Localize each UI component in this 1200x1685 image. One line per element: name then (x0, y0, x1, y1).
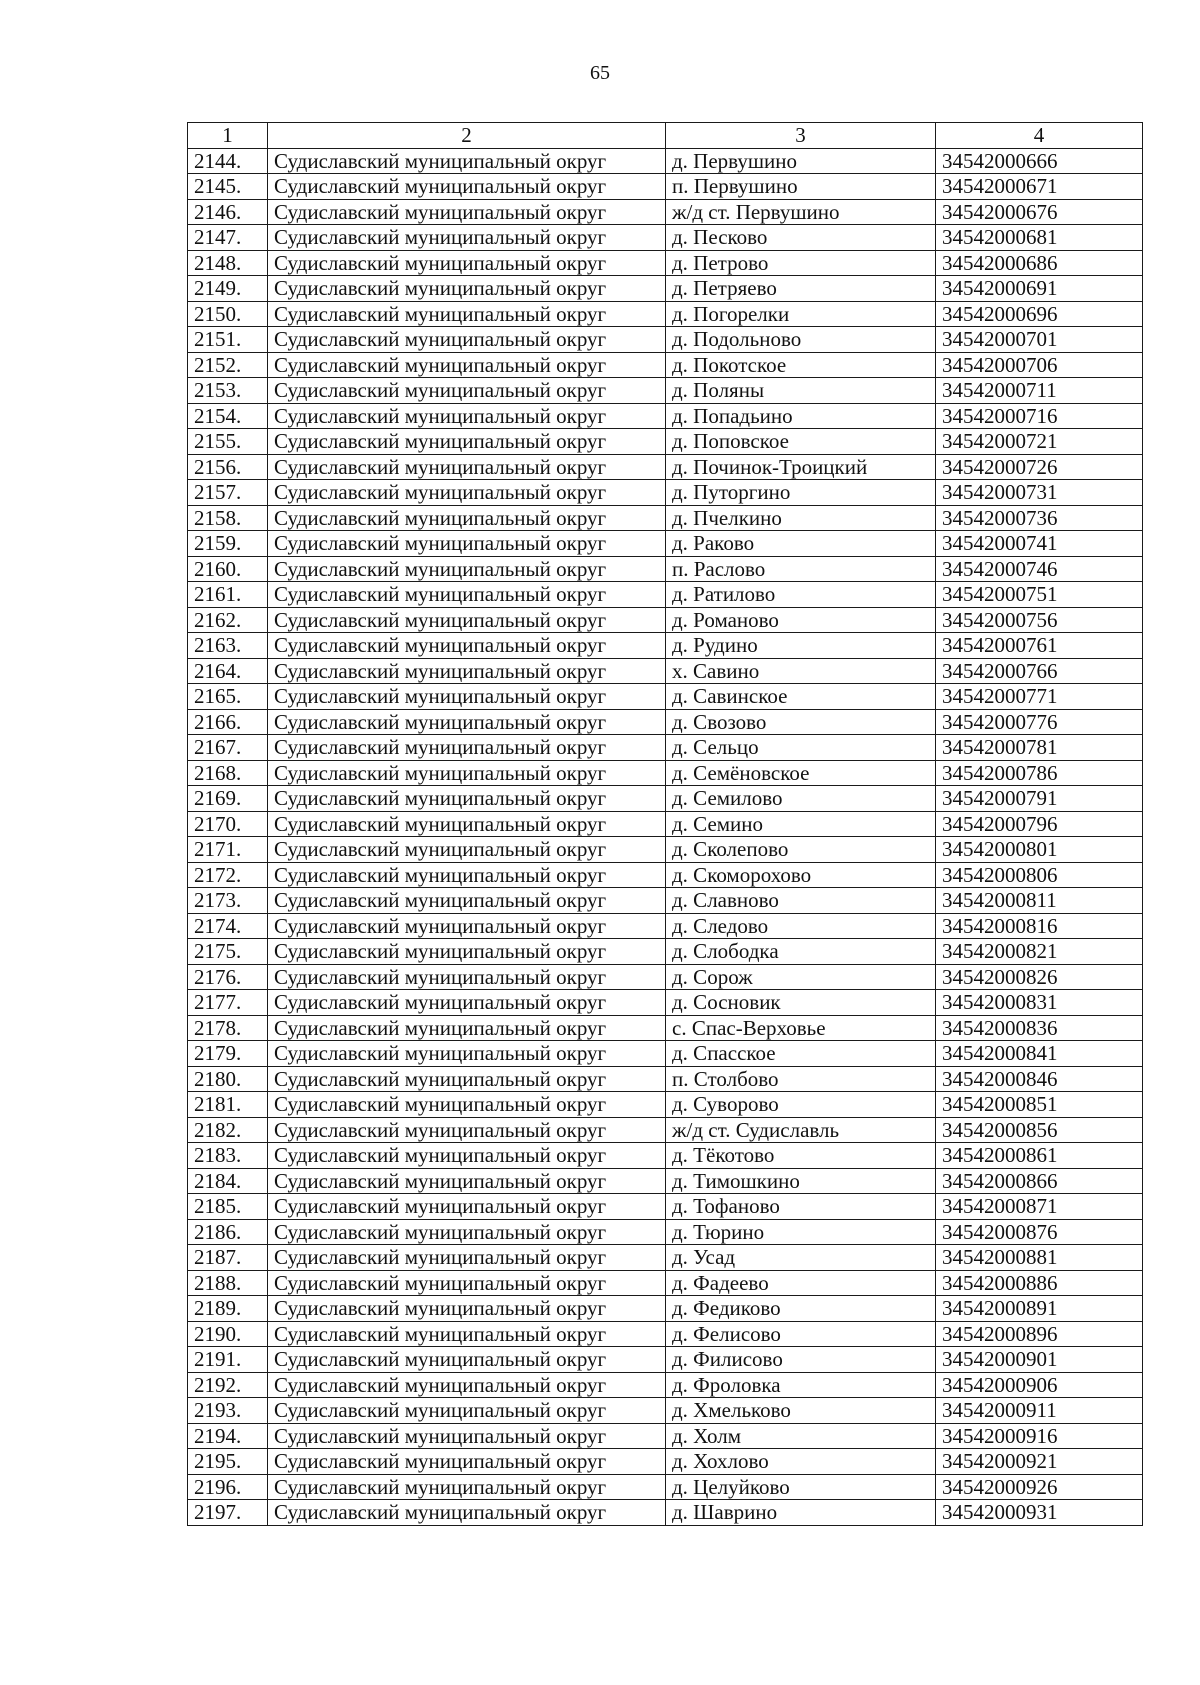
oktmo-code: 34542000771 (936, 684, 1143, 710)
table-row (188, 1500, 1143, 1526)
district-name: Судиславский муниципальный округ (268, 480, 666, 506)
settlement-name: д. Тимошкино (666, 1168, 936, 1194)
row-number: 2151. (188, 327, 268, 353)
district-name: Судиславский муниципальный округ (268, 1296, 666, 1322)
row-number: 2145. (188, 174, 268, 200)
row-number: 2160. (188, 556, 268, 582)
oktmo-code: 34542000926 (936, 1474, 1143, 1500)
district-name: Судиславский муниципальный округ (268, 352, 666, 378)
row-number: 2197. (188, 1500, 268, 1526)
row-number: 2182. (188, 1117, 268, 1143)
district-name: Судиславский муниципальный округ (268, 556, 666, 582)
oktmo-code: 34542000751 (936, 582, 1143, 608)
settlement-name: д. Раково (666, 531, 936, 557)
table-row (188, 658, 1143, 684)
oktmo-code: 34542000851 (936, 1092, 1143, 1118)
district-name: Судиславский муниципальный округ (268, 1092, 666, 1118)
table-row (188, 174, 1143, 200)
district-name: Судиславский муниципальный округ (268, 786, 666, 812)
district-name: Судиславский муниципальный округ (268, 1117, 666, 1143)
settlement-name: д. Романово (666, 607, 936, 633)
table-row (188, 786, 1143, 812)
table-row (188, 531, 1143, 557)
row-number: 2162. (188, 607, 268, 633)
settlement-name: д. Ратилово (666, 582, 936, 608)
table-row (188, 480, 1143, 506)
district-name: Судиславский муниципальный округ (268, 684, 666, 710)
district-name: Судиславский муниципальный округ (268, 1474, 666, 1500)
table-row (188, 1117, 1143, 1143)
settlement-name: п. Раслово (666, 556, 936, 582)
oktmo-code: 34542000906 (936, 1372, 1143, 1398)
table-row (188, 1168, 1143, 1194)
table-row (188, 225, 1143, 251)
row-number: 2178. (188, 1015, 268, 1041)
district-name: Судиславский муниципальный округ (268, 327, 666, 353)
oktmo-code: 34542000866 (936, 1168, 1143, 1194)
page-number: 65 (590, 62, 610, 84)
table-row (188, 1041, 1143, 1067)
row-number: 2144. (188, 148, 268, 174)
oktmo-code: 34542000671 (936, 174, 1143, 200)
district-name: Судиславский муниципальный округ (268, 250, 666, 276)
district-name: Судиславский муниципальный округ (268, 454, 666, 480)
settlement-name: д. Тюрино (666, 1219, 936, 1245)
settlement-name: х. Савино (666, 658, 936, 684)
settlement-name: д. Покотское (666, 352, 936, 378)
oktmo-code: 34542000701 (936, 327, 1143, 353)
oktmo-code: 34542000756 (936, 607, 1143, 633)
table-row (188, 862, 1143, 888)
header-row (188, 123, 1143, 149)
table-row (188, 1092, 1143, 1118)
table-row (188, 454, 1143, 480)
district-name: Судиславский муниципальный округ (268, 1321, 666, 1347)
district-name: Судиславский муниципальный округ (268, 760, 666, 786)
row-number: 2154. (188, 403, 268, 429)
district-name: Судиславский муниципальный округ (268, 1219, 666, 1245)
settlement-name: д. Холм (666, 1423, 936, 1449)
oktmo-code: 34542000741 (936, 531, 1143, 557)
oktmo-code: 34542000836 (936, 1015, 1143, 1041)
row-number: 2195. (188, 1449, 268, 1475)
settlement-name: д. Поляны (666, 378, 936, 404)
district-name: Судиславский муниципальный округ (268, 811, 666, 837)
row-number: 2168. (188, 760, 268, 786)
settlement-name: д. Первушино (666, 148, 936, 174)
row-number: 2157. (188, 480, 268, 506)
table-row (188, 301, 1143, 327)
settlement-name: д. Фадеево (666, 1270, 936, 1296)
district-name: Судиславский муниципальный округ (268, 403, 666, 429)
oktmo-code: 34542000856 (936, 1117, 1143, 1143)
settlement-name: д. Починок-Троицкий (666, 454, 936, 480)
table-row (188, 735, 1143, 761)
district-name: Судиславский муниципальный округ (268, 505, 666, 531)
district-name: Судиславский муниципальный округ (268, 429, 666, 455)
table-row (188, 556, 1143, 582)
row-number: 2147. (188, 225, 268, 251)
oktmo-code: 34542000796 (936, 811, 1143, 837)
district-name: Судиславский муниципальный округ (268, 174, 666, 200)
settlement-name: п. Первушино (666, 174, 936, 200)
settlement-name: д. Шаврино (666, 1500, 936, 1526)
column-header-district: 2 (268, 123, 666, 149)
district-name: Судиславский муниципальный округ (268, 276, 666, 302)
settlement-name: д. Савинское (666, 684, 936, 710)
table-row (188, 403, 1143, 429)
oktmo-code: 34542000861 (936, 1143, 1143, 1169)
district-name: Судиславский муниципальный округ (268, 709, 666, 735)
row-number: 2164. (188, 658, 268, 684)
district-name: Судиславский муниципальный округ (268, 1270, 666, 1296)
oktmo-code: 34542000696 (936, 301, 1143, 327)
row-number: 2188. (188, 1270, 268, 1296)
oktmo-code: 34542000921 (936, 1449, 1143, 1475)
table-row (188, 1143, 1143, 1169)
settlement-name: д. Погорелки (666, 301, 936, 327)
registry-table (187, 122, 1143, 1526)
row-number: 2192. (188, 1372, 268, 1398)
table-row (188, 199, 1143, 225)
row-number: 2172. (188, 862, 268, 888)
district-name: Судиславский муниципальный округ (268, 990, 666, 1016)
row-number: 2189. (188, 1296, 268, 1322)
settlement-name: д. Рудино (666, 633, 936, 659)
table-body (188, 148, 1143, 1525)
oktmo-code: 34542000821 (936, 939, 1143, 965)
table-row (188, 250, 1143, 276)
table-row (188, 1219, 1143, 1245)
settlement-name: д. Подольново (666, 327, 936, 353)
district-name: Судиславский муниципальный округ (268, 607, 666, 633)
row-number: 2156. (188, 454, 268, 480)
settlement-name: д. Спасское (666, 1041, 936, 1067)
table-row (188, 148, 1143, 174)
oktmo-code: 34542000666 (936, 148, 1143, 174)
oktmo-code: 34542000871 (936, 1194, 1143, 1220)
oktmo-code: 34542000776 (936, 709, 1143, 735)
row-number: 2181. (188, 1092, 268, 1118)
settlement-name: ж/д ст. Судиславль (666, 1117, 936, 1143)
district-name: Судиславский муниципальный округ (268, 378, 666, 404)
settlement-name: д. Следово (666, 913, 936, 939)
table-row (188, 429, 1143, 455)
row-number: 2193. (188, 1398, 268, 1424)
table-row (188, 1066, 1143, 1092)
settlement-name: д. Сколепово (666, 837, 936, 863)
district-name: Судиславский муниципальный округ (268, 1372, 666, 1398)
district-name: Судиславский муниципальный округ (268, 735, 666, 761)
table-row (188, 1296, 1143, 1322)
row-number: 2179. (188, 1041, 268, 1067)
oktmo-code: 34542000781 (936, 735, 1143, 761)
oktmo-code: 34542000811 (936, 888, 1143, 914)
settlement-name: д. Хмельково (666, 1398, 936, 1424)
settlement-name: д. Филисово (666, 1347, 936, 1373)
oktmo-code: 34542000761 (936, 633, 1143, 659)
oktmo-code: 34542000736 (936, 505, 1143, 531)
district-name: Судиславский муниципальный округ (268, 913, 666, 939)
oktmo-code: 34542000891 (936, 1296, 1143, 1322)
settlement-name: д. Петрово (666, 250, 936, 276)
table-row (188, 811, 1143, 837)
row-number: 2191. (188, 1347, 268, 1373)
row-number: 2146. (188, 199, 268, 225)
district-name: Судиславский муниципальный округ (268, 837, 666, 863)
district-name: Судиславский муниципальный округ (268, 658, 666, 684)
district-name: Судиславский муниципальный округ (268, 862, 666, 888)
column-header-code: 4 (936, 123, 1143, 149)
column-header-number: 1 (188, 123, 268, 149)
district-name: Судиславский муниципальный округ (268, 633, 666, 659)
settlement-name: д. Фроловка (666, 1372, 936, 1398)
settlement-name: д. Федиково (666, 1296, 936, 1322)
row-number: 2194. (188, 1423, 268, 1449)
settlement-name: д. Попадьино (666, 403, 936, 429)
row-number: 2187. (188, 1245, 268, 1271)
row-number: 2159. (188, 531, 268, 557)
settlement-name: д. Сосновик (666, 990, 936, 1016)
row-number: 2169. (188, 786, 268, 812)
oktmo-code: 34542000826 (936, 964, 1143, 990)
table-row (188, 684, 1143, 710)
row-number: 2152. (188, 352, 268, 378)
table-row (188, 378, 1143, 404)
district-name: Судиславский муниципальный округ (268, 1423, 666, 1449)
table-row (188, 1194, 1143, 1220)
table-row (188, 327, 1143, 353)
table-row (188, 913, 1143, 939)
row-number: 2184. (188, 1168, 268, 1194)
oktmo-code: 34542000691 (936, 276, 1143, 302)
oktmo-code: 34542000731 (936, 480, 1143, 506)
settlement-name: д. Суворово (666, 1092, 936, 1118)
settlement-name: д. Семёновское (666, 760, 936, 786)
settlement-name: д. Целуйково (666, 1474, 936, 1500)
table-row (188, 1270, 1143, 1296)
settlement-name: д. Усад (666, 1245, 936, 1271)
table-header (188, 123, 1143, 149)
district-name: Судиславский муниципальный округ (268, 1194, 666, 1220)
oktmo-code: 34542000816 (936, 913, 1143, 939)
oktmo-code: 34542000686 (936, 250, 1143, 276)
oktmo-code: 34542000901 (936, 1347, 1143, 1373)
settlement-name: д. Хохлово (666, 1449, 936, 1475)
oktmo-code: 34542000721 (936, 429, 1143, 455)
table-row (188, 1347, 1143, 1373)
oktmo-code: 34542000726 (936, 454, 1143, 480)
table-row (188, 709, 1143, 735)
settlement-name: д. Петряево (666, 276, 936, 302)
column-header-settlement: 3 (666, 123, 936, 149)
table-row (188, 633, 1143, 659)
district-name: Судиславский муниципальный округ (268, 1500, 666, 1526)
settlement-name: д. Сельцо (666, 735, 936, 761)
table-row (188, 505, 1143, 531)
district-name: Судиславский муниципальный округ (268, 1245, 666, 1271)
oktmo-code: 34542000746 (936, 556, 1143, 582)
settlement-name: д. Семилово (666, 786, 936, 812)
settlement-name: д. Семино (666, 811, 936, 837)
row-number: 2176. (188, 964, 268, 990)
district-name: Судиславский муниципальный округ (268, 1041, 666, 1067)
oktmo-code: 34542000716 (936, 403, 1143, 429)
oktmo-code: 34542000896 (936, 1321, 1143, 1347)
table-row (188, 607, 1143, 633)
row-number: 2161. (188, 582, 268, 608)
oktmo-code: 34542000846 (936, 1066, 1143, 1092)
district-name: Судиславский муниципальный округ (268, 1143, 666, 1169)
row-number: 2170. (188, 811, 268, 837)
oktmo-code: 34542000881 (936, 1245, 1143, 1271)
row-number: 2183. (188, 1143, 268, 1169)
row-number: 2171. (188, 837, 268, 863)
district-name: Судиславский муниципальный округ (268, 199, 666, 225)
table-row (188, 352, 1143, 378)
settlement-name: д. Славново (666, 888, 936, 914)
row-number: 2148. (188, 250, 268, 276)
settlement-name: д. Путоргино (666, 480, 936, 506)
oktmo-code: 34542000841 (936, 1041, 1143, 1067)
settlement-name: с. Спас-Верховье (666, 1015, 936, 1041)
row-number: 2167. (188, 735, 268, 761)
row-number: 2149. (188, 276, 268, 302)
table-row (188, 276, 1143, 302)
row-number: 2158. (188, 505, 268, 531)
oktmo-code: 34542000886 (936, 1270, 1143, 1296)
settlement-name: п. Столбово (666, 1066, 936, 1092)
row-number: 2150. (188, 301, 268, 327)
table-row (188, 760, 1143, 786)
row-number: 2166. (188, 709, 268, 735)
table-row (188, 1372, 1143, 1398)
district-name: Судиславский муниципальный округ (268, 939, 666, 965)
oktmo-code: 34542000706 (936, 352, 1143, 378)
table-row (188, 939, 1143, 965)
district-name: Судиславский муниципальный округ (268, 1449, 666, 1475)
oktmo-code: 34542000791 (936, 786, 1143, 812)
row-number: 2165. (188, 684, 268, 710)
district-name: Судиславский муниципальный округ (268, 1398, 666, 1424)
settlement-name: д. Скоморохово (666, 862, 936, 888)
table-row (188, 1449, 1143, 1475)
row-number: 2177. (188, 990, 268, 1016)
settlement-name: д. Поповское (666, 429, 936, 455)
table-row (188, 964, 1143, 990)
district-name: Судиславский муниципальный округ (268, 964, 666, 990)
oktmo-code: 34542000786 (936, 760, 1143, 786)
row-number: 2180. (188, 1066, 268, 1092)
table-row (188, 582, 1143, 608)
oktmo-code: 34542000931 (936, 1500, 1143, 1526)
oktmo-code: 34542000766 (936, 658, 1143, 684)
settlement-name: д. Сорож (666, 964, 936, 990)
oktmo-code: 34542000806 (936, 862, 1143, 888)
row-number: 2185. (188, 1194, 268, 1220)
oktmo-code: 34542000711 (936, 378, 1143, 404)
settlement-name: д. Свозово (666, 709, 936, 735)
table-row (188, 888, 1143, 914)
row-number: 2190. (188, 1321, 268, 1347)
district-name: Судиславский муниципальный округ (268, 148, 666, 174)
table-row (188, 1398, 1143, 1424)
table-row (188, 1321, 1143, 1347)
settlement-name: д. Фелисово (666, 1321, 936, 1347)
oktmo-code: 34542000916 (936, 1423, 1143, 1449)
district-name: Судиславский муниципальный округ (268, 1168, 666, 1194)
settlement-name: ж/д ст. Первушино (666, 199, 936, 225)
table-row (188, 990, 1143, 1016)
district-name: Судиславский муниципальный округ (268, 1015, 666, 1041)
row-number: 2153. (188, 378, 268, 404)
district-name: Судиславский муниципальный округ (268, 531, 666, 557)
settlement-name: д. Слободка (666, 939, 936, 965)
settlement-name: д. Пчелкино (666, 505, 936, 531)
district-name: Судиславский муниципальный округ (268, 582, 666, 608)
district-name: Судиславский муниципальный округ (268, 1066, 666, 1092)
oktmo-code: 34542000911 (936, 1398, 1143, 1424)
row-number: 2196. (188, 1474, 268, 1500)
oktmo-code: 34542000831 (936, 990, 1143, 1016)
table-row (188, 1245, 1143, 1271)
row-number: 2163. (188, 633, 268, 659)
table-row (188, 1015, 1143, 1041)
row-number: 2186. (188, 1219, 268, 1245)
row-number: 2175. (188, 939, 268, 965)
oktmo-code: 34542000676 (936, 199, 1143, 225)
oktmo-code: 34542000681 (936, 225, 1143, 251)
district-name: Судиславский муниципальный округ (268, 301, 666, 327)
settlement-name: д. Песково (666, 225, 936, 251)
settlement-name: д. Тёкотово (666, 1143, 936, 1169)
oktmo-code: 34542000876 (936, 1219, 1143, 1245)
row-number: 2173. (188, 888, 268, 914)
district-name: Судиславский муниципальный округ (268, 1347, 666, 1373)
table-row (188, 1474, 1143, 1500)
table-row (188, 1423, 1143, 1449)
row-number: 2174. (188, 913, 268, 939)
oktmo-code: 34542000801 (936, 837, 1143, 863)
settlement-name: д. Тофаново (666, 1194, 936, 1220)
district-name: Судиславский муниципальный округ (268, 225, 666, 251)
table-row (188, 837, 1143, 863)
row-number: 2155. (188, 429, 268, 455)
district-name: Судиславский муниципальный округ (268, 888, 666, 914)
